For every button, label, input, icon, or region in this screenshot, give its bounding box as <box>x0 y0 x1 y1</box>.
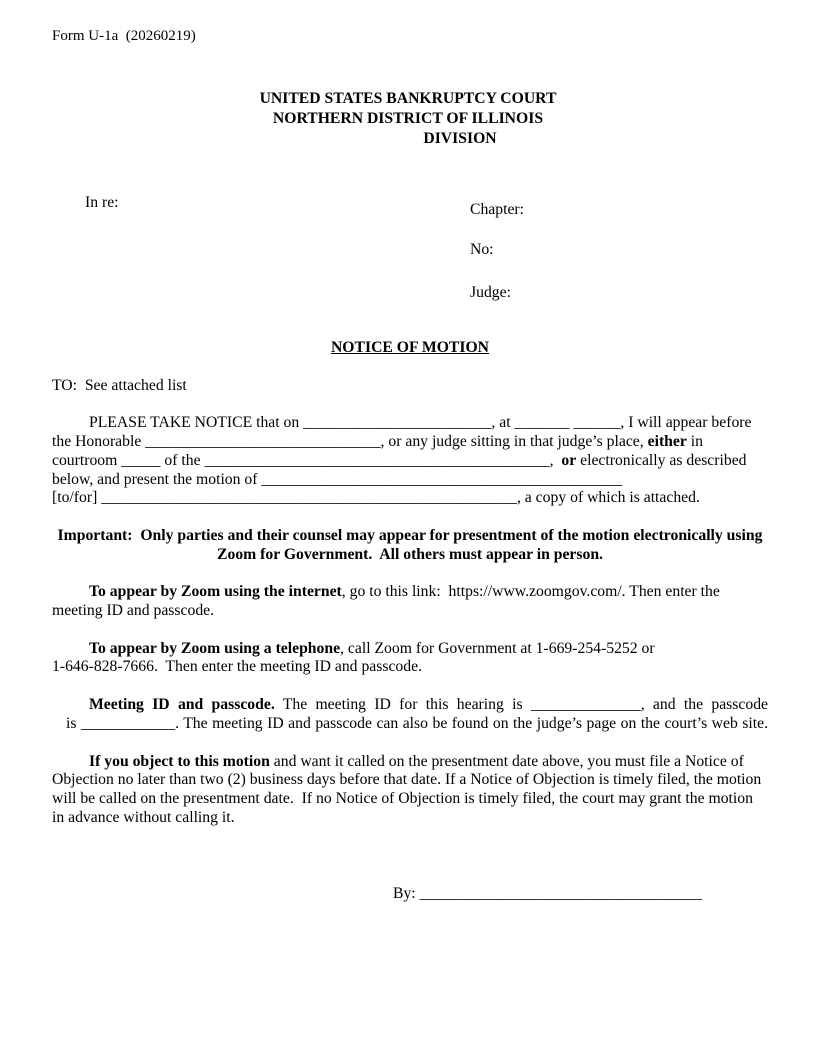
district-name: NORTHERN DISTRICT OF ILLINOIS <box>272 110 544 127</box>
text-segment: , <box>549 451 562 469</box>
text-segment: PLEASE TAKE NOTICE that on <box>89 414 304 432</box>
blank-field: ________________________ <box>303 414 492 432</box>
blank-field: ______________ <box>530 696 641 714</box>
court-header <box>0 89 816 149</box>
text-segment: , call Zoom for Government at 1-669-254-5252 or <box>340 639 655 657</box>
text-segment: or <box>561 451 577 469</box>
text-segment: courtroom <box>52 451 122 469</box>
recipient-line: TO: See attached list <box>52 376 187 394</box>
text-line <box>52 790 768 809</box>
text-segment: [to/for] <box>52 489 102 507</box>
text-segment: , or any judge sitting in that judge’s place, <box>380 433 648 451</box>
text-segment: . The meeting ID and passcode can also be found on the judge’s page on the court’s web site. <box>175 714 769 732</box>
text-line <box>52 771 768 790</box>
text-line <box>52 658 768 677</box>
important-notice-paragraph <box>52 527 768 564</box>
judge-label: Judge: <box>470 284 511 301</box>
text-line <box>52 414 768 433</box>
chapter-label: Chapter: <box>470 201 525 218</box>
text-line <box>52 809 768 828</box>
text-segment: , and the passcode <box>640 696 769 714</box>
blank-field: _______ <box>514 414 570 432</box>
text-line <box>52 527 768 546</box>
text-line <box>52 452 768 471</box>
text-segment: , a copy of which is attached. <box>516 489 700 507</box>
blank-field: ______________________________________________ <box>261 470 623 488</box>
blank-field: ____________ <box>80 714 176 732</box>
text-segment: If you object to this motion <box>89 752 270 770</box>
text-line <box>52 583 768 602</box>
by-label: By: <box>393 885 420 903</box>
text-segment: below, and present the motion of <box>52 470 262 488</box>
text-line <box>52 546 768 565</box>
text-segment: will be called on the presentment date. If no Notice of Objection is timely filed, the court may grant the motion <box>52 789 753 807</box>
blank-field: ____________________________________________ <box>204 451 550 469</box>
notice-paragraph <box>52 414 768 508</box>
zoom-telephone-paragraph <box>52 640 768 677</box>
text-line <box>52 602 768 621</box>
text-segment: in <box>686 433 703 451</box>
text-line <box>52 489 768 508</box>
text-segment: Important: Only parties and their counsel may appear for presentment of the motion electronically using <box>57 526 763 544</box>
text-segment: , I will appear before <box>620 414 752 432</box>
text-line <box>52 640 768 659</box>
court-name: UNITED STATES BANKRUPTCY COURT <box>259 90 557 107</box>
text-segment: meeting ID and passcode. <box>52 602 215 620</box>
signature-blank: ____________________________________ <box>419 885 702 903</box>
blank-field: ______ <box>573 414 621 432</box>
text-segment: , go to this link: https://www.zoomgov.com/. Then enter the <box>341 583 720 601</box>
text-segment: of the <box>160 451 205 469</box>
text-segment: Meeting ID and passcode. <box>89 696 275 714</box>
meeting-id-paragraph <box>52 696 768 733</box>
text-segment: 1-646-828-7666. Then enter the meeting ID and passcode. <box>52 658 423 676</box>
text-segment: is <box>66 714 81 732</box>
case-number-label: No: <box>470 241 494 258</box>
text-line <box>52 433 768 452</box>
document-title: NOTICE OF MOTION <box>330 339 490 356</box>
text-segment: in advance without calling it. <box>52 808 235 826</box>
text-line <box>52 696 768 715</box>
blank-field: ______________________________ <box>145 433 381 451</box>
zoom-internet-paragraph <box>52 583 768 620</box>
document-body <box>52 339 768 904</box>
text-segment: Zoom for Government. All others must appear in person. <box>217 545 603 563</box>
text-segment: electronically as described <box>576 451 747 469</box>
blank-field: _____________________________________________________ <box>101 489 517 507</box>
text-segment: , at <box>491 414 515 432</box>
text-line <box>52 471 768 490</box>
text-segment: and want it called on the presentment date above, you must file a Notice of <box>269 752 744 770</box>
text-segment: the Honorable <box>52 433 146 451</box>
text-segment: The meeting ID for this hearing is <box>274 696 531 714</box>
text-segment: To appear by Zoom using a telephone <box>89 639 341 657</box>
division-line: DIVISION <box>423 130 497 147</box>
signature-by-line <box>52 885 768 904</box>
blank-field: _____ <box>121 451 161 469</box>
text-segment: Objection no later than two (2) business days before that date. If a Notice of Objection is timely filed, the motion <box>52 771 762 789</box>
form-number: Form U-1a (20260219) <box>52 28 196 44</box>
in-re-label: In re: <box>85 194 119 211</box>
text-segment: either <box>647 433 687 451</box>
caption-right-column <box>470 200 524 302</box>
objection-paragraph <box>52 753 768 828</box>
text-line <box>52 753 768 772</box>
text-line <box>52 715 768 734</box>
text-segment: To appear by Zoom using the internet <box>89 583 342 601</box>
